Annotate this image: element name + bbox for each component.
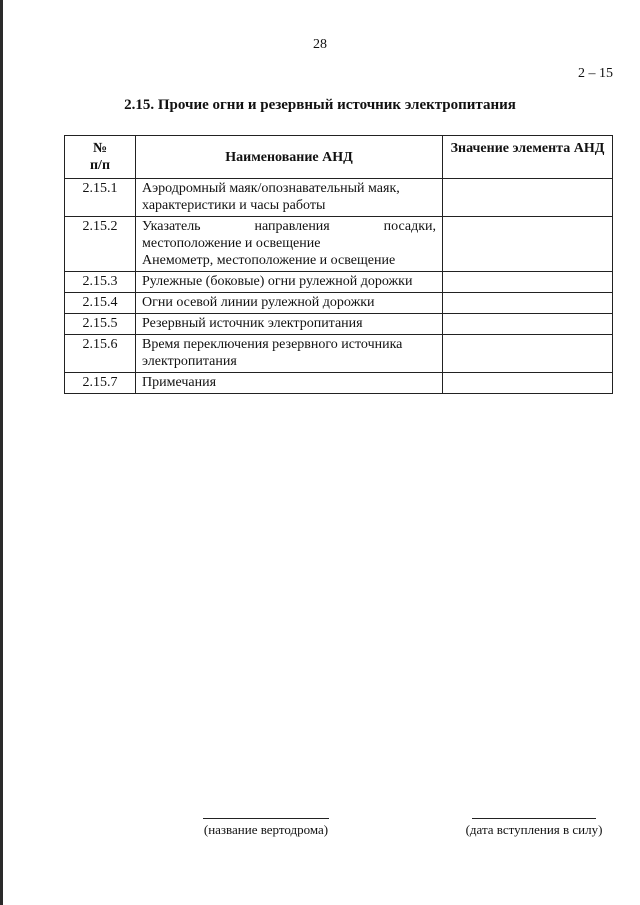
heliport-name-caption: (название вертодрома) (203, 822, 329, 837)
row-name-line: Время переключения резервного источника (142, 337, 403, 352)
table-header-row (65, 136, 613, 179)
row-name (136, 335, 443, 373)
row-name-line: Аэродромный маяк/опознавательный маяк, (142, 181, 400, 196)
table-row (65, 179, 613, 217)
header-number-symbol: № (92, 141, 108, 156)
row-value-cell[interactable] (443, 217, 613, 272)
row-name-line: характеристики и часы работы (142, 198, 326, 213)
row-value-cell[interactable] (443, 293, 613, 314)
signature-line[interactable] (472, 818, 596, 819)
row-name-line: Резервный источник электропитания (142, 316, 363, 331)
row-name-line: Рулежные (боковые) огни рулежной дорожки (142, 274, 413, 289)
row-name (136, 373, 443, 394)
row-name-line: электропитания (142, 354, 237, 369)
heliport-name-signature (196, 818, 336, 838)
effective-date-caption: (дата вступления в силу) (465, 822, 603, 837)
row-number: 2.15.6 (65, 335, 136, 373)
header-number-abbrev: п/п (89, 158, 111, 173)
header-number (65, 136, 136, 179)
row-name-line: Анемометр, местоположение и освещение (142, 253, 396, 268)
row-value-cell[interactable] (443, 272, 613, 293)
scan-edge (0, 0, 3, 905)
signature-line[interactable] (203, 818, 329, 819)
row-name (136, 179, 443, 217)
row-number: 2.15.1 (65, 179, 136, 217)
table-row (65, 293, 613, 314)
row-name-line: Примечания (142, 375, 217, 390)
table-row (65, 314, 613, 335)
section-title: 2.15. Прочие огни и резервный источник электропитания (124, 97, 516, 113)
table-row (65, 217, 613, 272)
row-number: 2.15.4 (65, 293, 136, 314)
row-value-cell[interactable] (443, 335, 613, 373)
row-name (136, 314, 443, 335)
section-code: 2 – 15 (578, 66, 613, 81)
row-value-cell[interactable] (443, 314, 613, 335)
row-number: 2.15.7 (65, 373, 136, 394)
row-number: 2.15.2 (65, 217, 136, 272)
page-number: 28 (313, 37, 327, 52)
and-table (64, 135, 613, 394)
row-value-cell[interactable] (443, 373, 613, 394)
row-number: 2.15.3 (65, 272, 136, 293)
row-value-cell[interactable] (443, 179, 613, 217)
row-name (136, 272, 443, 293)
row-number: 2.15.5 (65, 314, 136, 335)
header-value: Значение элемента АНД (443, 136, 613, 179)
row-name-line: Огни осевой линии рулежной дорожки (142, 295, 375, 310)
table-row (65, 272, 613, 293)
effective-date-signature (460, 818, 608, 838)
row-name (136, 293, 443, 314)
row-name (136, 217, 443, 272)
table-row (65, 373, 613, 394)
row-name-line: местоположение и освещение (142, 236, 321, 251)
header-name: Наименование АНД (136, 136, 443, 179)
table-row (65, 335, 613, 373)
row-name-line: Указатель направления посадки, (142, 219, 436, 234)
